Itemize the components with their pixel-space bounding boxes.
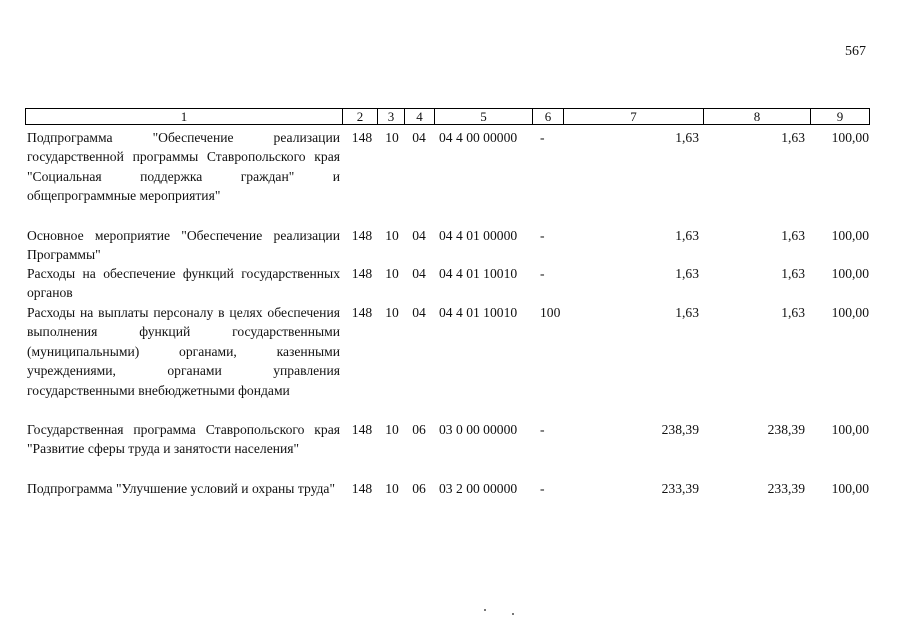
row-col-7: 233,39 [661,481,699,496]
row-col-5: 04 4 01 00000 [439,228,518,243]
row-col-7: 1,63 [675,305,699,320]
row-col-6: - [540,266,545,281]
row-name: Расходы на обеспечение функций государственных органов [27,266,340,301]
row-col-4: 06 [412,422,426,437]
row-col-3: 10 [385,130,399,145]
row-col-9: 100,00 [831,266,869,281]
row-col-8: 1,63 [781,305,805,320]
row-col-3: 10 [385,228,399,243]
row-col-4: 04 [412,266,426,281]
row-col-9: 100,00 [831,481,869,496]
row-col-7: 1,63 [675,228,699,243]
row-col-5: 03 0 00 00000 [439,422,518,437]
row-col-8: 238,39 [767,422,805,437]
row-col-2: 148 [351,422,373,437]
row-col-9: 100,00 [831,305,869,320]
row-col-8: 1,63 [781,228,805,243]
row-col-9: 100,00 [831,130,869,145]
row-col-3: 10 [385,422,399,437]
row-col-7: 238,39 [661,422,699,437]
scan-speck [484,609,486,611]
row-col-6: - [540,130,545,145]
header-col-9: 9 [810,108,870,125]
row-col-4: 04 [412,130,426,145]
row-col-3: 10 [385,266,399,281]
header-col-3: 3 [377,108,405,125]
row-col-6: 100 [540,305,561,320]
row-col-5: 04 4 01 10010 [439,266,518,281]
row-col-2: 148 [351,130,373,145]
row-name: Государственная программа Ставропольского края "Развитие сферы труда и занятости населения" [27,422,340,457]
row-name: Основное мероприятие "Обеспечение реализации Программы" [27,228,340,263]
row-col-5: 04 4 01 10010 [439,305,518,320]
page-number: 567 [845,44,866,59]
row-name: Подпрограмма "Обеспечение реализации государственной программы Ставропольского края "Социальная поддержка граждан" и общепрограммные мероприятия" [27,130,340,204]
row-col-4: 06 [412,481,426,496]
header-col-2: 2 [342,108,378,125]
row-col-5: 03 2 00 00000 [439,481,518,496]
row-col-2: 148 [351,228,373,243]
row-col-4: 04 [412,305,426,320]
row-col-9: 100,00 [831,422,869,437]
row-col-2: 148 [351,266,373,281]
row-col-2: 148 [351,481,373,496]
row-col-2: 148 [351,305,373,320]
header-col-8: 8 [703,108,811,125]
row-name: Расходы на выплаты персоналу в целях обеспечения выполнения функций государственными (муниципальными) органами, казенными учреждениями, органами управления государственными внебюджетными фондами [27,305,340,398]
header-col-1: 1 [25,108,343,125]
row-col-5: 04 4 00 00000 [439,130,518,145]
scan-speck [512,613,514,615]
header-col-6: 6 [532,108,564,125]
header-col-5: 5 [434,108,533,125]
row-col-8: 1,63 [781,266,805,281]
row-col-6: - [540,481,545,496]
row-col-9: 100,00 [831,228,869,243]
row-col-3: 10 [385,481,399,496]
row-col-6: - [540,228,545,243]
row-col-4: 04 [412,228,426,243]
row-col-7: 1,63 [675,130,699,145]
row-col-7: 1,63 [675,266,699,281]
row-col-6: - [540,422,545,437]
table-header [25,108,870,127]
row-col-8: 1,63 [781,130,805,145]
header-col-7: 7 [563,108,704,125]
row-name: Подпрограмма "Улучшение условий и охраны труда" [27,481,336,496]
row-col-8: 233,39 [767,481,805,496]
header-col-4: 4 [404,108,435,125]
row-col-3: 10 [385,305,399,320]
